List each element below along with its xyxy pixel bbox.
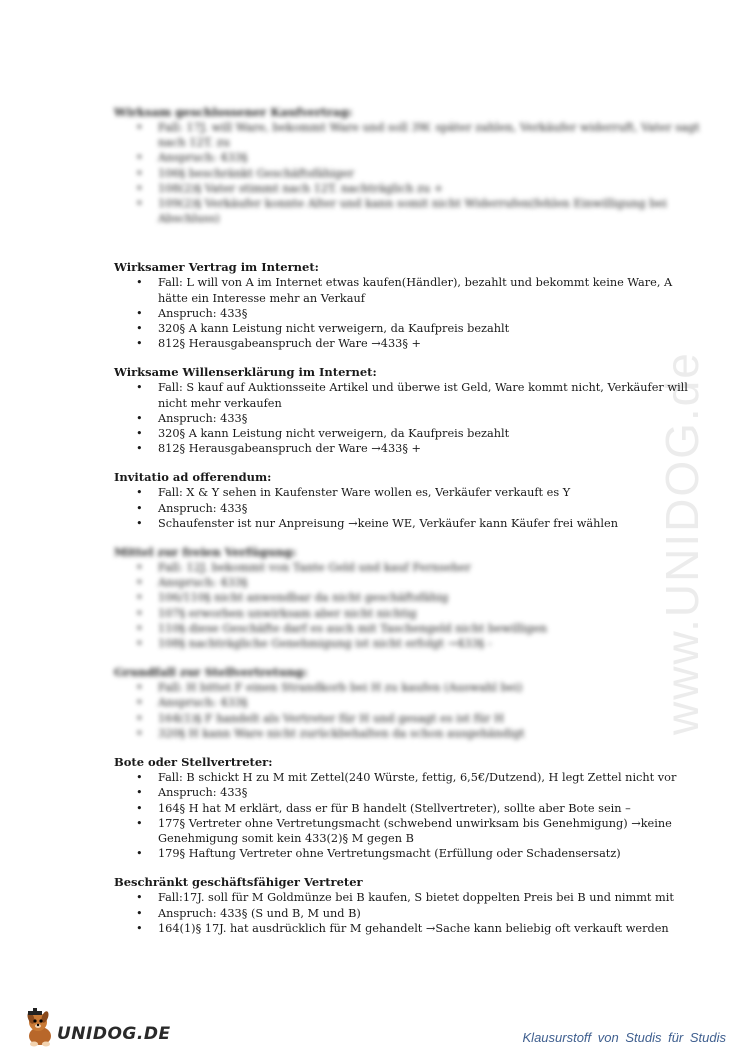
list-item: • Anspruch: 433§ (S und B, M und B): [114, 906, 704, 921]
section-heading: Invitatio ad offerendum:: [114, 470, 272, 485]
section-heading: Beschränkt geschäftsfähiger Vertreter: [114, 875, 363, 890]
logo-text: UNIDOG.DE: [57, 1024, 171, 1044]
section-heading: Bote oder Stellvertreter:: [114, 755, 273, 770]
section-heading: Mittel zur freien Verfügung:: [114, 545, 297, 560]
list-item: • Fall: S kauf auf Auktionsseite Artikel und überwe ist Geld, Ware kommt nicht, Verkäufer will nicht mehr verkaufen: [114, 380, 704, 410]
section-heading: Grundfall zur Stellvertretung:: [114, 665, 308, 680]
list-item: • 812§ Herausgabeanspruch der Ware →433§ +: [114, 336, 704, 351]
section-heading: Wirksame Willenserklärung im Internet:: [114, 365, 377, 380]
list-item: • 164(1)§ F handelt als Vertreter für H und gesagt es ist für H: [114, 711, 704, 726]
bullet-list: [114, 890, 704, 936]
list-item: • Fall: 17J. will Ware, bekommt Ware und soll 3W. später zahlen, Verkäufer widerruft, Vater sagt nach 12T. zu: [114, 120, 704, 150]
list-item: • 164(1)§ 17J. hat ausdrücklich für M gehandelt →Sache kann beliebig oft verkauft werden: [114, 921, 704, 936]
list-item: • 106/110§ nicht anwendbar da nicht geschäftsfähig: [114, 590, 704, 605]
list-item: • Anspruch: 433§: [114, 501, 704, 516]
list-item: • 108§ nachträgliche Genehmigung ist nicht erfolgt →433§ -: [114, 636, 704, 651]
bullet-list: [114, 770, 704, 861]
watermark: www.UNIDOG.de: [656, 351, 708, 735]
list-item: • 108(2)§ Vater stimmt nach 12T. nachträglich zu +: [114, 181, 704, 196]
bullet-list: [114, 560, 704, 651]
bullet-list: [114, 485, 704, 531]
unidog-logo[interactable]: [24, 1008, 171, 1048]
list-item: • Fall: L will von A im Internet etwas kaufen(Händler), bezahlt und bekommt keine Ware, A hätte ein Interesse mehr an Verkauf: [114, 275, 704, 305]
list-item: • Anspruch: 433§: [114, 150, 704, 165]
section: [114, 755, 704, 861]
list-item: • Fall: B schickt H zu M mit Zettel(240 Würste, fettig, 6,5€/Dutzend), H legt Zettel nicht vor: [114, 770, 704, 785]
list-item: • Anspruch: 433§: [114, 785, 704, 800]
bullet-list: [114, 120, 704, 226]
section-heading: Wirksamer Vertrag im Internet:: [114, 260, 319, 275]
list-item: • 107§ erworben unwirksam aber nicht nichtig: [114, 606, 704, 621]
dog-mascot-icon: [24, 1008, 60, 1048]
footer-tagline: Klausurstoff von Studis für Studis: [522, 1030, 726, 1045]
section: [114, 260, 704, 351]
list-item: • Fall: 12J. bekommt von Tante Geld und kauf Fernseher: [114, 560, 704, 575]
list-item: • 179§ Haftung Vertreter ohne Vertretungsmacht (Erfüllung oder Schadensersatz): [114, 846, 704, 861]
list-item: • Anspruch: 433§: [114, 575, 704, 590]
list-item: • Fall: X & Y sehen in Kaufenster Ware wollen es, Verkäufer verkauft es Y: [114, 485, 704, 500]
section: [114, 665, 704, 741]
list-item: • Anspruch: 433§: [114, 306, 704, 321]
section-heading: Wirksam geschlossener Kaufvertrag:: [114, 105, 353, 119]
bullet-list: [114, 275, 704, 351]
list-item: • Schaufenster ist nur Anpreisung →keine WE, Verkäufer kann Käufer frei wählen: [114, 516, 704, 531]
list-item: • 164§ H hat M erklärt, dass er für B handelt (Stellvertreter), sollte aber Bote sein –: [114, 801, 704, 816]
bullet-list: [114, 380, 704, 456]
list-item: • 812§ Herausgabeanspruch der Ware →433§ +: [114, 441, 704, 456]
list-item: • 320§ A kann Leistung nicht verweigern, da Kaufpreis bezahlt: [114, 321, 704, 336]
list-item: • Fall:17J. soll für M Goldmünze bei B kaufen, S bietet doppelten Preis bei B und nimmt mit: [114, 890, 704, 905]
list-item: • 320§ A kann Leistung nicht verweigern, da Kaufpreis bezahlt: [114, 426, 704, 441]
list-item: • 320§ H kann Ware nicht zurückbehalten da schon ausgehändigt: [114, 726, 704, 741]
bullet-list: [114, 680, 704, 741]
list-item: • Anspruch: 433§: [114, 695, 704, 710]
list-item: • 110§ diese Geschäfte darf es auch mit Taschengeld nicht bewilligen: [114, 621, 704, 636]
list-item: • Fall: H bittet F einen Strandkorb bei H zu kaufen (Auswahl bei): [114, 680, 704, 695]
section: [114, 470, 704, 531]
section: [114, 545, 704, 651]
list-item: • 109(2)§ Verkäufer konnte Alter und kann somit nicht Widerrufen(fehlen Einwilligung bei Abschluss): [114, 196, 704, 226]
list-item: • Anspruch: 433§: [114, 411, 704, 426]
document-content: [114, 105, 704, 950]
list-item: • 106§ beschränkt Geschäftsfähiger: [114, 166, 704, 181]
section: [114, 875, 704, 936]
section: [114, 365, 704, 456]
section: [114, 105, 704, 226]
list-item: • 177§ Vertreter ohne Vertretungsmacht (schwebend unwirksam bis Genehmigung) →keine Genehmigung somit kein 433(2)§ M gegen B: [114, 816, 704, 846]
